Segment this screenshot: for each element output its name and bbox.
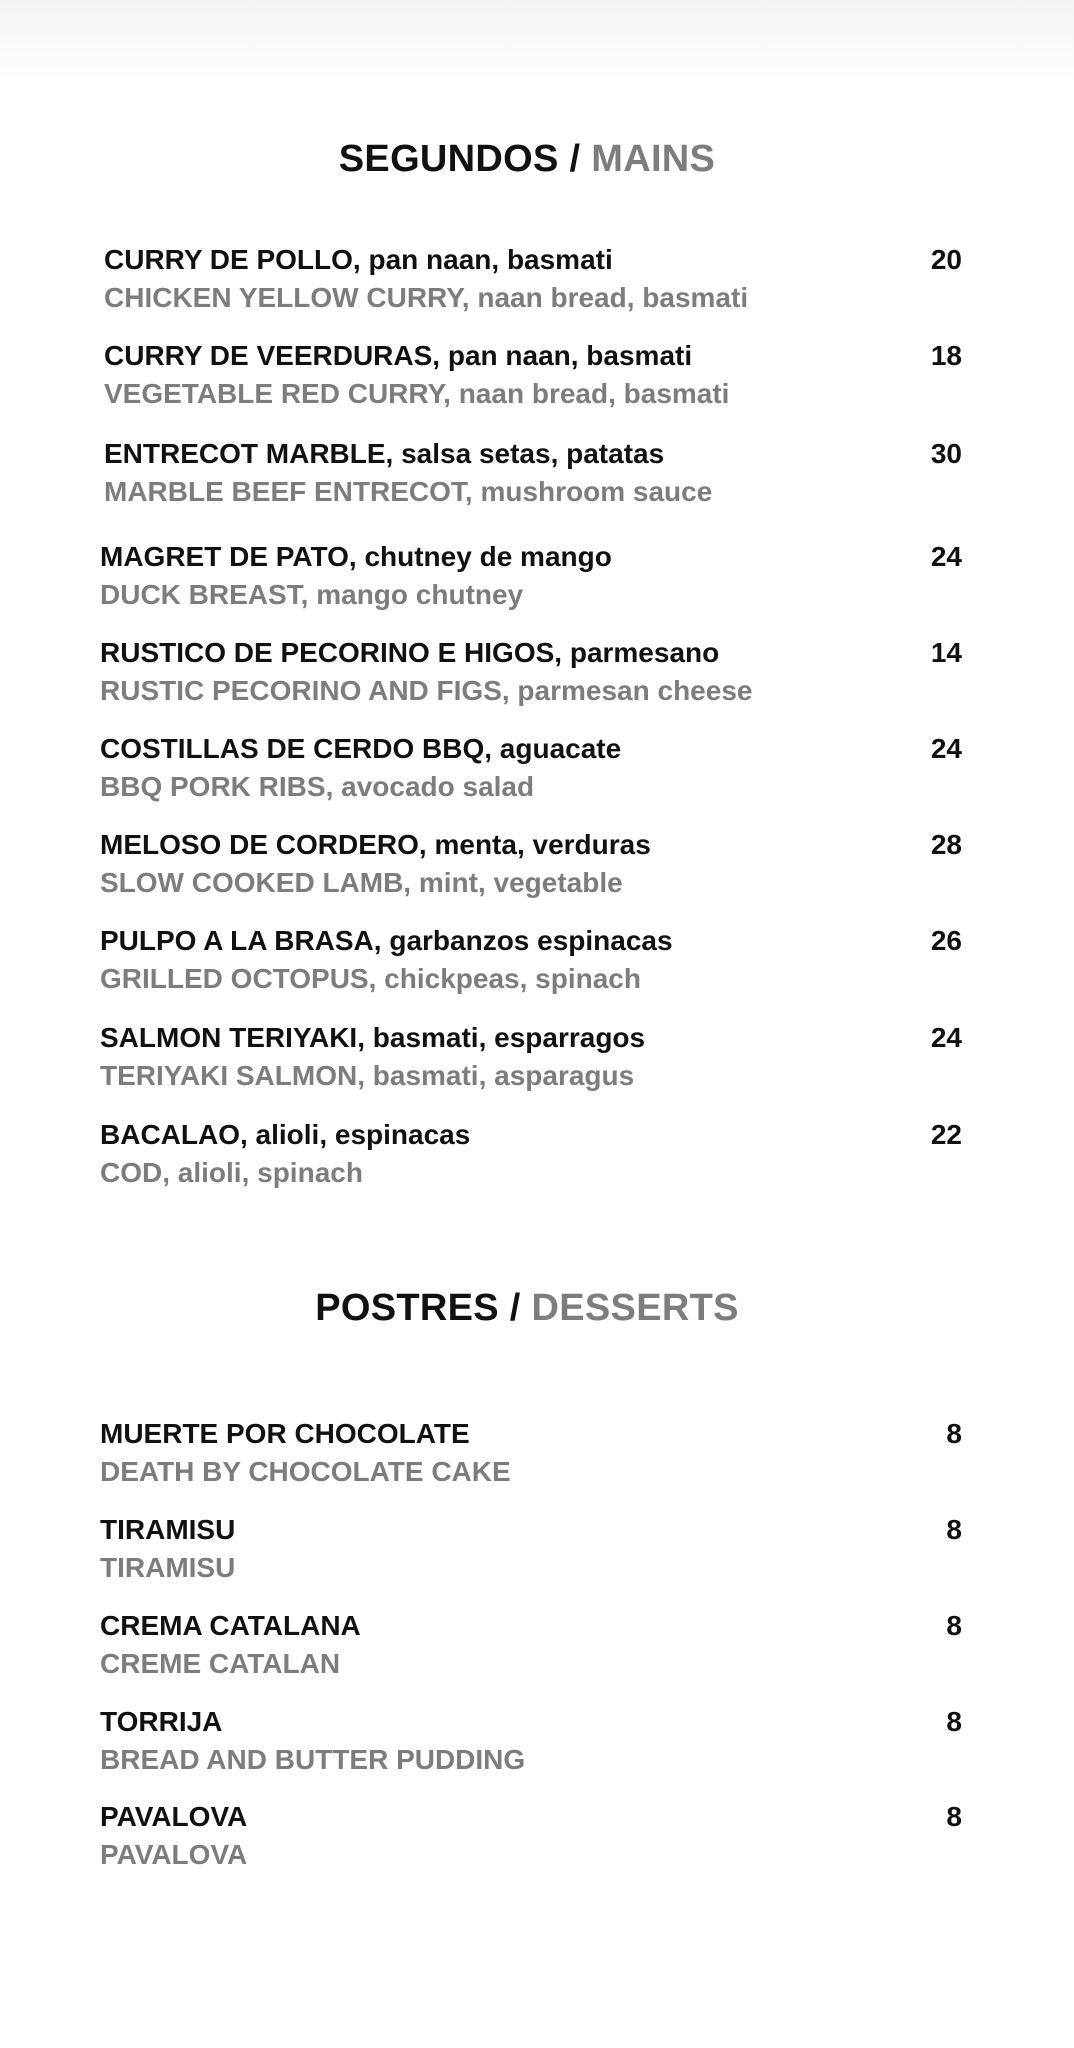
- mains-section-title: [0, 138, 1054, 181]
- menu-item: [0, 1609, 1074, 1689]
- dish-name-es: CURRY DE VEERDURAS, pan naan, basmati: [104, 340, 693, 371]
- dish-name-en: TIRAMISU: [100, 1552, 236, 1583]
- dish-price: 24: [930, 541, 962, 572]
- dish-name-en: DEATH BY CHOCOLATE CAKE: [100, 1456, 511, 1487]
- dish-name-en: VEGETABLE RED CURRY, naan bread, basmati: [104, 378, 730, 409]
- dish-name-es: ENTRECOT MARBLE, salsa setas, patatas: [104, 438, 665, 469]
- dish-name-es: TIRAMISU: [100, 1514, 236, 1545]
- dish-price: 24: [930, 733, 962, 764]
- dish-name-en: PAVALOVA: [100, 1839, 248, 1870]
- dish-name-en: TERIYAKI SALMON, basmati, asparagus: [100, 1060, 635, 1091]
- mains-title-separator: /: [558, 138, 592, 180]
- dish-name-es: CREMA CATALANA: [100, 1610, 361, 1641]
- top-fade: [0, 0, 1074, 80]
- dish-name-en: CREME CATALAN: [100, 1648, 341, 1679]
- menu-item: [0, 243, 1074, 323]
- dish-name-en: BREAD AND BUTTER PUDDING: [100, 1744, 526, 1775]
- mains-title-en: MAINS: [591, 138, 716, 180]
- desserts-title-es: POSTRES: [315, 1287, 499, 1329]
- dish-price: 22: [930, 1119, 962, 1150]
- dish-name-es: PULPO A LA BRASA, garbanzos espinacas: [100, 925, 673, 956]
- desserts-title-en: DESSERTS: [531, 1287, 739, 1329]
- menu-item: [0, 1021, 1074, 1101]
- dish-price: 26: [930, 925, 962, 956]
- dish-price: 8: [946, 1514, 962, 1545]
- dish-price: 8: [946, 1706, 962, 1737]
- menu-item: [0, 732, 1074, 812]
- dish-name-en: RUSTIC PECORINO AND FIGS, parmesan cheese: [100, 675, 753, 706]
- dish-name-es: COSTILLAS DE CERDO BBQ, aguacate: [100, 733, 622, 764]
- dish-price: 24: [930, 1022, 962, 1053]
- dish-price: 8: [946, 1418, 962, 1449]
- desserts-title-separator: /: [498, 1287, 532, 1329]
- mains-title-es: SEGUNDOS: [338, 138, 559, 180]
- dish-price: 20: [930, 244, 962, 275]
- menu-item: [0, 1513, 1074, 1593]
- menu-item: [0, 1417, 1074, 1497]
- dish-name-en: SLOW COOKED LAMB, mint, vegetable: [100, 867, 623, 898]
- dish-price: 18: [930, 340, 962, 371]
- dish-name-en: DUCK BREAST, mango chutney: [100, 579, 524, 610]
- dish-name-en: COD, alioli, spinach: [100, 1157, 363, 1188]
- dish-price: 8: [946, 1610, 962, 1641]
- dish-name-es: SALMON TERIYAKI, basmati, esparragos: [100, 1022, 646, 1053]
- menu-item: [0, 636, 1074, 716]
- dish-name-es: CURRY DE POLLO, pan naan, basmati: [104, 244, 613, 275]
- dish-price: 28: [930, 829, 962, 860]
- dish-name-es: RUSTICO DE PECORINO E HIGOS, parmesano: [100, 637, 720, 668]
- menu-item: [0, 1800, 1074, 1880]
- dish-name-es: BACALAO, alioli, espinacas: [100, 1119, 471, 1150]
- menu-item: [0, 1705, 1074, 1785]
- dish-name-en: BBQ PORK RIBS, avocado salad: [100, 771, 535, 802]
- menu-item: [0, 339, 1074, 419]
- menu-item: [0, 437, 1074, 517]
- dish-name-es: TORRIJA: [100, 1706, 223, 1737]
- dish-name-en: MARBLE BEEF ENTRECOT, mushroom sauce: [104, 476, 713, 507]
- dish-price: 14: [930, 637, 962, 668]
- dish-name-es: MAGRET DE PATO, chutney de mango: [100, 541, 612, 572]
- desserts-section-title: [0, 1287, 1054, 1330]
- dish-name-es: MUERTE POR CHOCOLATE: [100, 1418, 470, 1449]
- dish-price: 8: [946, 1801, 962, 1832]
- menu-item: [0, 924, 1074, 1004]
- menu-item: [0, 1118, 1074, 1198]
- dish-name-en: CHICKEN YELLOW CURRY, naan bread, basmati: [104, 282, 749, 313]
- dish-price: 30: [930, 438, 962, 469]
- dish-name-es: MELOSO DE CORDERO, menta, verduras: [100, 829, 651, 860]
- dish-name-en: GRILLED OCTOPUS, chickpeas, spinach: [100, 963, 641, 994]
- menu-item: [0, 540, 1074, 620]
- menu-item: [0, 828, 1074, 908]
- dish-name-es: PAVALOVA: [100, 1801, 248, 1832]
